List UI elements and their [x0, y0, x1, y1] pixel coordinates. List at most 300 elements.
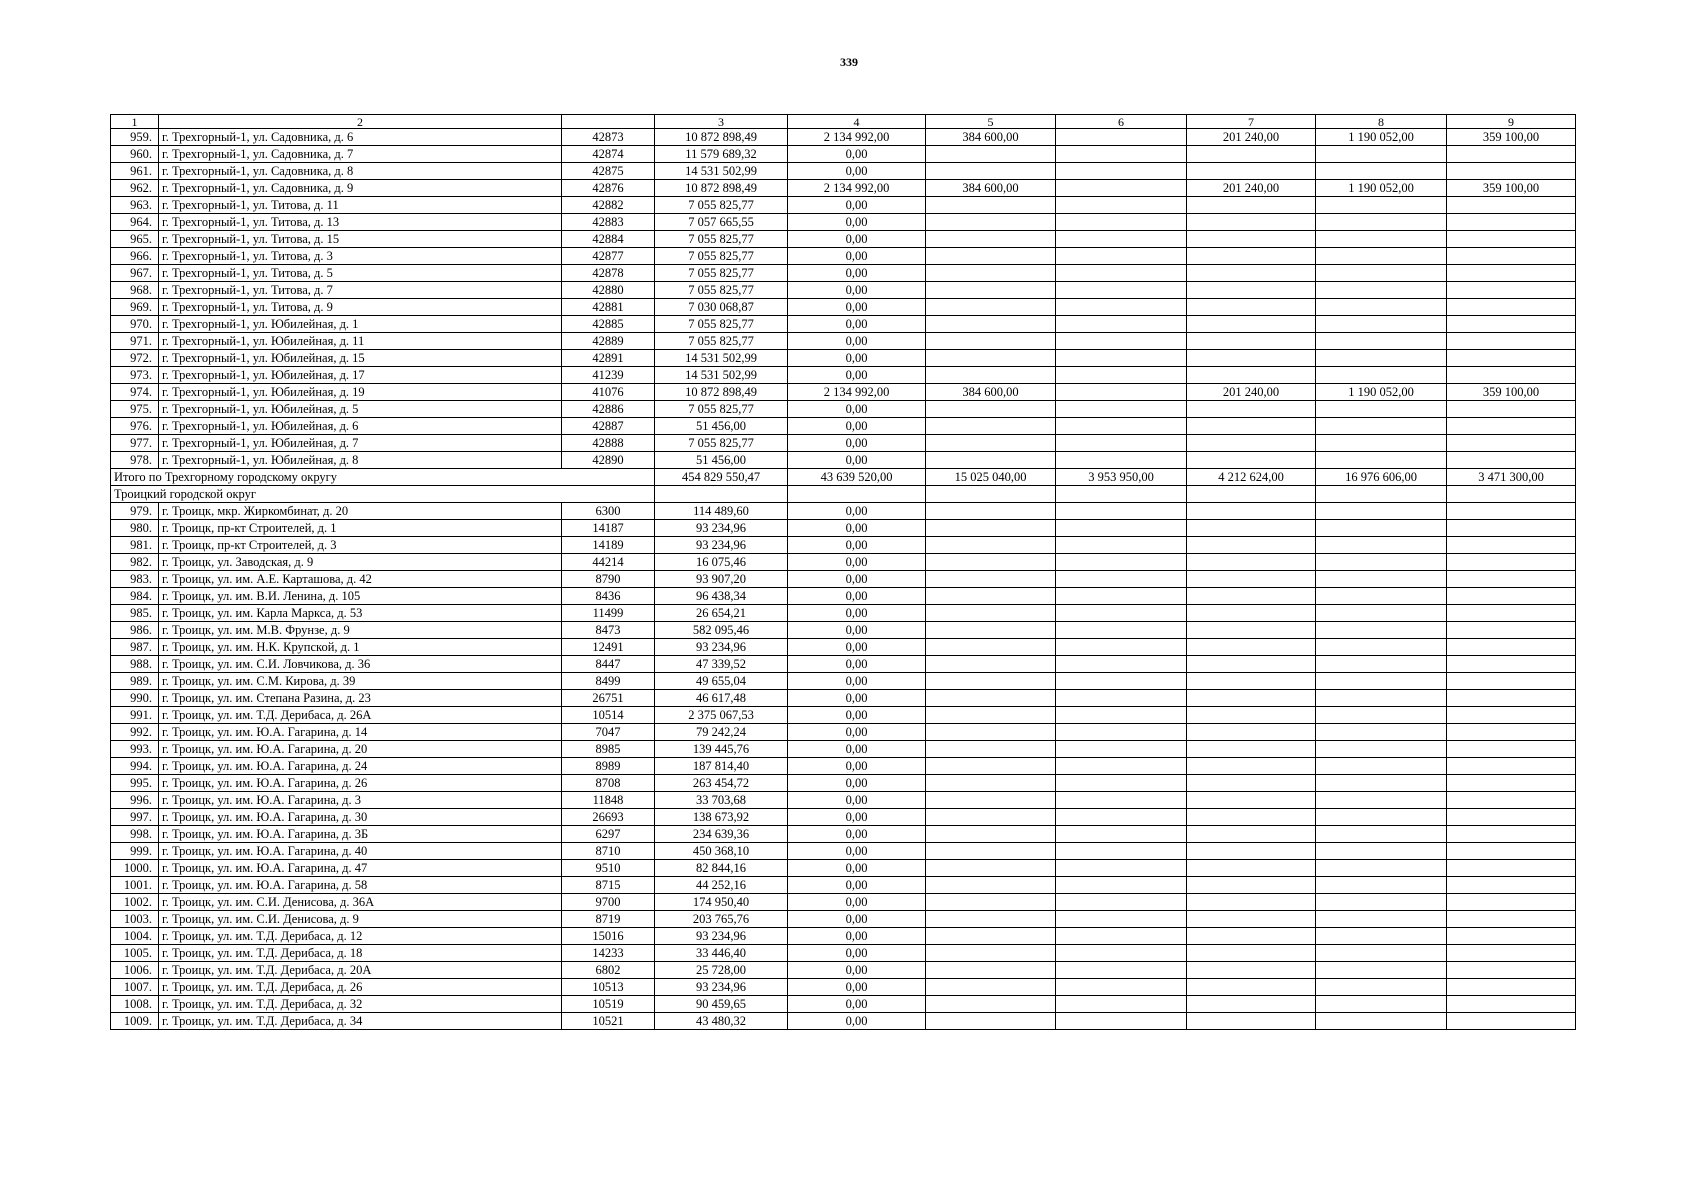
table-cell: 1001. [111, 877, 159, 894]
table-cell: 42880 [562, 282, 655, 299]
table-cell [1447, 707, 1576, 724]
table-cell: 970. [111, 316, 159, 333]
table-cell: 966. [111, 248, 159, 265]
table-cell [926, 214, 1056, 231]
table-row [111, 384, 1576, 401]
table-cell: 14189 [562, 537, 655, 554]
total-value: 4 212 624,00 [1187, 469, 1316, 486]
table-cell: г. Троицк, ул. им. С.И. Денисова, д. 36А [159, 894, 562, 911]
table-cell [1056, 622, 1187, 639]
table-cell [1056, 503, 1187, 520]
table-cell [1316, 197, 1447, 214]
table-cell: 10 872 898,49 [655, 180, 788, 197]
table-cell: 0,00 [788, 826, 926, 843]
table-cell [926, 775, 1056, 792]
table-cell [926, 945, 1056, 962]
table-cell [1187, 299, 1316, 316]
table-cell: 0,00 [788, 860, 926, 877]
table-cell [1447, 367, 1576, 384]
table-cell [1187, 911, 1316, 928]
column-header: 3 [655, 115, 788, 129]
table-cell: 42882 [562, 197, 655, 214]
table-row [111, 639, 1576, 656]
table-cell [926, 163, 1056, 180]
table-cell: 0,00 [788, 775, 926, 792]
table-cell: г. Троицк, ул. им. Ю.А. Гагарина, д. 58 [159, 877, 562, 894]
table-cell [1056, 673, 1187, 690]
table-cell [1316, 996, 1447, 1013]
table-cell [926, 826, 1056, 843]
table-cell: 33 446,40 [655, 945, 788, 962]
table-cell: 359 100,00 [1447, 180, 1576, 197]
column-header: 5 [926, 115, 1056, 129]
table-cell: 8708 [562, 775, 655, 792]
table-cell: 0,00 [788, 418, 926, 435]
table-cell: 7 055 825,77 [655, 401, 788, 418]
table-cell [1056, 129, 1187, 146]
table-cell [1187, 843, 1316, 860]
table-cell [1447, 146, 1576, 163]
table-cell: 0,00 [788, 333, 926, 350]
table-cell: 0,00 [788, 809, 926, 826]
table-cell: 8710 [562, 843, 655, 860]
table-row [111, 860, 1576, 877]
total-value: 43 639 520,00 [788, 469, 926, 486]
table-cell: 0,00 [788, 928, 926, 945]
table-cell: 0,00 [788, 673, 926, 690]
table-cell [1316, 214, 1447, 231]
table-cell: 7047 [562, 724, 655, 741]
total-label: Итого по Трехгорному городскому округу [111, 469, 655, 486]
table-cell [1316, 877, 1447, 894]
table-cell: 14187 [562, 520, 655, 537]
table-cell: 8499 [562, 673, 655, 690]
table-cell: 42891 [562, 350, 655, 367]
table-cell [1316, 792, 1447, 809]
table-cell [926, 435, 1056, 452]
table-cell: 79 242,24 [655, 724, 788, 741]
table-cell [1447, 758, 1576, 775]
table-cell: 114 489,60 [655, 503, 788, 520]
table-cell: 0,00 [788, 639, 926, 656]
table-cell [1056, 690, 1187, 707]
table-cell: г. Троицк, ул. им. Т.Д. Дерибаса, д. 32 [159, 996, 562, 1013]
troitsk-rows [111, 503, 1576, 1030]
table-cell [1187, 350, 1316, 367]
table-cell [1056, 486, 1187, 503]
table-cell [1447, 503, 1576, 520]
column-header: 4 [788, 115, 926, 129]
table-cell: 43 480,32 [655, 1013, 788, 1030]
table-cell: 987. [111, 639, 159, 656]
column-header: 2 [159, 115, 562, 129]
section-heading: Троицкий городской округ [111, 486, 655, 503]
table-cell [1056, 163, 1187, 180]
table-cell: 42889 [562, 333, 655, 350]
table-cell [926, 605, 1056, 622]
table-cell [1056, 843, 1187, 860]
table-cell: 6802 [562, 962, 655, 979]
table-cell [1316, 724, 1447, 741]
table-cell: 0,00 [788, 690, 926, 707]
table-cell: 0,00 [788, 520, 926, 537]
table-cell [1447, 265, 1576, 282]
table-row [111, 367, 1576, 384]
table-cell: 359 100,00 [1447, 129, 1576, 146]
table-cell [1447, 333, 1576, 350]
table-cell [1316, 316, 1447, 333]
table-cell [1187, 163, 1316, 180]
table-cell: 8985 [562, 741, 655, 758]
table-cell: 973. [111, 367, 159, 384]
table-cell [1447, 418, 1576, 435]
table-cell: 0,00 [788, 792, 926, 809]
table-cell: г. Троицк, ул. им. Т.Д. Дерибаса, д. 20А [159, 962, 562, 979]
table-cell: 0,00 [788, 962, 926, 979]
table-cell [1447, 724, 1576, 741]
table-cell [1056, 316, 1187, 333]
table-cell [926, 503, 1056, 520]
table-row [111, 979, 1576, 996]
table-cell: 450 368,10 [655, 843, 788, 860]
table-cell [1316, 741, 1447, 758]
table-cell: г. Троицк, ул. им. Ю.А. Гагарина, д. 20 [159, 741, 562, 758]
table-cell: 42887 [562, 418, 655, 435]
table-row [111, 894, 1576, 911]
table-cell: 93 234,96 [655, 537, 788, 554]
table-row [111, 197, 1576, 214]
table-cell: г. Трехгорный-1, ул. Юбилейная, д. 15 [159, 350, 562, 367]
table-cell [1316, 707, 1447, 724]
table-cell [1056, 707, 1187, 724]
table-cell [1316, 299, 1447, 316]
table-cell: 42884 [562, 231, 655, 248]
table-cell: 93 234,96 [655, 979, 788, 996]
table-cell: 0,00 [788, 656, 926, 673]
table-cell: 1007. [111, 979, 159, 996]
table-cell [1316, 554, 1447, 571]
table-cell [926, 962, 1056, 979]
table-cell [1316, 418, 1447, 435]
table-row [111, 163, 1576, 180]
table-cell: г. Трехгорный-1, ул. Юбилейная, д. 11 [159, 333, 562, 350]
table-cell: г. Трехгорный-1, ул. Садовника, д. 6 [159, 129, 562, 146]
table-cell: 203 765,76 [655, 911, 788, 928]
table-cell [1316, 571, 1447, 588]
table-cell [1187, 877, 1316, 894]
table-cell [1447, 282, 1576, 299]
table-cell: 963. [111, 197, 159, 214]
table-cell [926, 911, 1056, 928]
table-cell [1447, 520, 1576, 537]
table-cell [1447, 945, 1576, 962]
table-cell: 51 456,00 [655, 452, 788, 469]
column-header: 9 [1447, 115, 1576, 129]
table-cell [926, 758, 1056, 775]
table-cell: г. Троицк, ул. им. С.М. Кирова, д. 39 [159, 673, 562, 690]
table-cell [1187, 605, 1316, 622]
table-cell [1056, 401, 1187, 418]
table-cell [1187, 486, 1316, 503]
table-cell [1056, 979, 1187, 996]
table-cell [1056, 214, 1187, 231]
table-cell [1316, 928, 1447, 945]
table-cell: 93 234,96 [655, 520, 788, 537]
table-cell: г. Троицк, ул. им. Ю.А. Гагарина, д. 3Б [159, 826, 562, 843]
table-cell [1056, 639, 1187, 656]
table-cell: 10521 [562, 1013, 655, 1030]
table-cell [1187, 435, 1316, 452]
table-cell: 977. [111, 435, 159, 452]
table-row [111, 707, 1576, 724]
table-cell: 975. [111, 401, 159, 418]
table-cell: 8715 [562, 877, 655, 894]
table-row [111, 401, 1576, 418]
table-cell: 0,00 [788, 537, 926, 554]
table-cell [1187, 214, 1316, 231]
table-cell: 8436 [562, 588, 655, 605]
table-cell [1056, 996, 1187, 1013]
table-cell: 1008. [111, 996, 159, 1013]
table-cell: 0,00 [788, 571, 926, 588]
table-cell: г. Троицк, ул. им. В.И. Ленина, д. 105 [159, 588, 562, 605]
table-cell [1056, 826, 1187, 843]
trekhgorny-rows [111, 129, 1576, 469]
table-cell [1056, 350, 1187, 367]
table-cell [1316, 486, 1447, 503]
table-cell: 41239 [562, 367, 655, 384]
table-cell: 7 030 068,87 [655, 299, 788, 316]
table-cell [1187, 1013, 1316, 1030]
table-row [111, 435, 1576, 452]
table-cell [1447, 401, 1576, 418]
table-cell: 0,00 [788, 248, 926, 265]
table-cell: 26751 [562, 690, 655, 707]
table-cell: 10 872 898,49 [655, 129, 788, 146]
table-cell: 974. [111, 384, 159, 401]
table-cell: 0,00 [788, 452, 926, 469]
table-cell: 998. [111, 826, 159, 843]
table-cell: 26693 [562, 809, 655, 826]
table-cell [1187, 894, 1316, 911]
table-cell: 42883 [562, 214, 655, 231]
table-cell: 90 459,65 [655, 996, 788, 1013]
table-cell [1056, 452, 1187, 469]
table-row [111, 333, 1576, 350]
table-cell: 992. [111, 724, 159, 741]
table-cell: 0,00 [788, 146, 926, 163]
table-cell [1187, 690, 1316, 707]
table-cell [926, 1013, 1056, 1030]
table-cell [1187, 146, 1316, 163]
table-cell [788, 486, 926, 503]
table-cell: 0,00 [788, 316, 926, 333]
table-row [111, 656, 1576, 673]
table-cell [1316, 248, 1447, 265]
table-cell [926, 673, 1056, 690]
table-cell [1447, 1013, 1576, 1030]
table-cell [1316, 367, 1447, 384]
table-cell: 15016 [562, 928, 655, 945]
table-row [111, 690, 1576, 707]
table-cell [1187, 282, 1316, 299]
table-cell: г. Троицк, ул. им. С.И. Ловчикова, д. 36 [159, 656, 562, 673]
table-cell: 10513 [562, 979, 655, 996]
table-cell [926, 622, 1056, 639]
table-cell [1447, 877, 1576, 894]
table-cell: 0,00 [788, 299, 926, 316]
table-cell [1187, 945, 1316, 962]
table-cell [1447, 163, 1576, 180]
table-cell: 187 814,40 [655, 758, 788, 775]
table-cell: 0,00 [788, 758, 926, 775]
table-cell [1447, 452, 1576, 469]
table-cell: г. Трехгорный-1, ул. Титова, д. 5 [159, 265, 562, 282]
table-cell [1447, 571, 1576, 588]
table-cell [926, 146, 1056, 163]
table-cell: 384 600,00 [926, 129, 1056, 146]
table-cell [926, 690, 1056, 707]
table-cell [1187, 503, 1316, 520]
table-cell [1056, 962, 1187, 979]
table-cell: 0,00 [788, 1013, 926, 1030]
table-cell [1316, 1013, 1447, 1030]
table-cell [926, 656, 1056, 673]
table-cell: 7 055 825,77 [655, 248, 788, 265]
table-cell: 959. [111, 129, 159, 146]
table-cell [926, 843, 1056, 860]
table-cell [1056, 282, 1187, 299]
table-cell: 0,00 [788, 979, 926, 996]
table-cell: 0,00 [788, 588, 926, 605]
table-cell [1056, 605, 1187, 622]
table-cell: 96 438,34 [655, 588, 788, 605]
table-cell: 986. [111, 622, 159, 639]
table-cell: 972. [111, 350, 159, 367]
table-row [111, 758, 1576, 775]
table-cell: 44 252,16 [655, 877, 788, 894]
table-cell [1056, 299, 1187, 316]
table-cell [1447, 231, 1576, 248]
table-cell [1056, 333, 1187, 350]
table-cell: 6300 [562, 503, 655, 520]
table-cell: 138 673,92 [655, 809, 788, 826]
table-cell [1316, 435, 1447, 452]
table-cell [1447, 792, 1576, 809]
table-row [111, 605, 1576, 622]
table-row [111, 299, 1576, 316]
table-cell: 10519 [562, 996, 655, 1013]
table-cell: 7 055 825,77 [655, 282, 788, 299]
table-cell: 0,00 [788, 605, 926, 622]
table-cell [1447, 741, 1576, 758]
table-cell: г. Трехгорный-1, ул. Юбилейная, д. 19 [159, 384, 562, 401]
table-cell [1056, 554, 1187, 571]
table-cell [926, 928, 1056, 945]
table-cell [926, 877, 1056, 894]
table-cell [926, 316, 1056, 333]
table-cell: 14 531 502,99 [655, 350, 788, 367]
table-cell [1056, 418, 1187, 435]
page-number: 339 [840, 55, 858, 69]
table-cell [926, 248, 1056, 265]
table-cell [1316, 231, 1447, 248]
table-cell: 968. [111, 282, 159, 299]
table-cell: 1002. [111, 894, 159, 911]
table-cell [1447, 656, 1576, 673]
table-cell: 2 134 992,00 [788, 180, 926, 197]
table-cell: 9510 [562, 860, 655, 877]
table-cell [1316, 520, 1447, 537]
table-cell: 11848 [562, 792, 655, 809]
table-cell [655, 486, 788, 503]
table-cell [1316, 333, 1447, 350]
table-cell [926, 265, 1056, 282]
table-cell [1447, 554, 1576, 571]
table-cell [926, 197, 1056, 214]
table-cell: г. Троицк, ул. им. Н.К. Крупской, д. 1 [159, 639, 562, 656]
table-cell [1447, 605, 1576, 622]
table-cell: 7 055 825,77 [655, 333, 788, 350]
table-cell: 1005. [111, 945, 159, 962]
table-cell [1447, 673, 1576, 690]
table-cell [1187, 265, 1316, 282]
table-cell: 7 055 825,77 [655, 231, 788, 248]
table-row [111, 248, 1576, 265]
table-cell: 0,00 [788, 503, 926, 520]
table-cell [1316, 163, 1447, 180]
table-row [111, 316, 1576, 333]
table-cell [1187, 724, 1316, 741]
column-header: 7 [1187, 115, 1316, 129]
table-cell [1447, 826, 1576, 843]
table-cell: 999. [111, 843, 159, 860]
table-row [111, 129, 1576, 146]
table-cell [1316, 894, 1447, 911]
table-cell: 0,00 [788, 401, 926, 418]
table-cell: 0,00 [788, 894, 926, 911]
table-cell: г. Троицк, ул. им. С.И. Денисова, д. 9 [159, 911, 562, 928]
table-cell: г. Троицк, пр-кт Строителей, д. 3 [159, 537, 562, 554]
table-cell: 960. [111, 146, 159, 163]
table-row [111, 146, 1576, 163]
table-cell [1447, 588, 1576, 605]
table-cell [926, 537, 1056, 554]
table-cell: г. Трехгорный-1, ул. Титова, д. 15 [159, 231, 562, 248]
table-cell: 961. [111, 163, 159, 180]
table-cell [1187, 792, 1316, 809]
table-cell: г. Троицк, ул. им. Ю.А. Гагарина, д. 3 [159, 792, 562, 809]
table-cell [926, 452, 1056, 469]
table-cell: г. Троицк, ул. им. Карла Маркса, д. 53 [159, 605, 562, 622]
table-cell: 93 907,20 [655, 571, 788, 588]
table-cell: 0,00 [788, 945, 926, 962]
table-cell: 7 055 825,77 [655, 265, 788, 282]
table-cell [1056, 265, 1187, 282]
table-cell [1316, 588, 1447, 605]
table-cell: 1 190 052,00 [1316, 180, 1447, 197]
table-cell [1316, 452, 1447, 469]
table-cell [1316, 656, 1447, 673]
table-cell: г. Трехгорный-1, ул. Юбилейная, д. 17 [159, 367, 562, 384]
table-cell: 42877 [562, 248, 655, 265]
table-cell: 0,00 [788, 197, 926, 214]
table-cell [1187, 707, 1316, 724]
table-cell [1187, 826, 1316, 843]
table-cell: г. Трехгорный-1, ул. Садовника, д. 9 [159, 180, 562, 197]
table-cell: 14 531 502,99 [655, 163, 788, 180]
table-cell [1187, 333, 1316, 350]
